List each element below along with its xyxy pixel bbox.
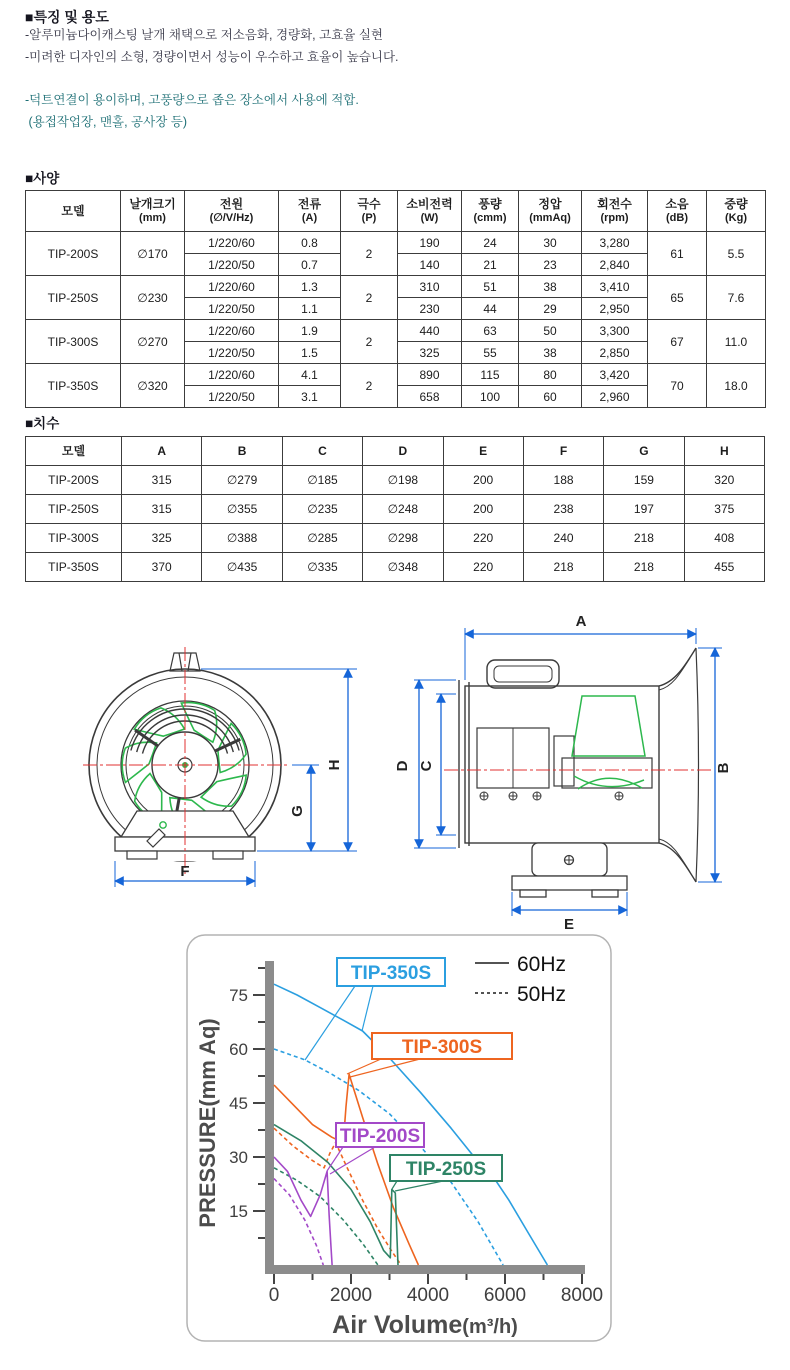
dim-value-cell: ∅388 (202, 524, 282, 553)
spec-flow-cell: 51 (462, 276, 519, 298)
spec-current-cell: 0.7 (279, 254, 341, 276)
spec-blade-cell: ∅170 (121, 232, 185, 276)
fan-base-side (512, 843, 627, 897)
spec-header-cell: 극수 (P) (341, 191, 398, 232)
y-tick-label: 60 (229, 1040, 248, 1059)
spec-rpm-cell: 2,840 (582, 254, 648, 276)
dim-value-cell: 240 (523, 524, 603, 553)
dim-value-cell: ∅279 (202, 466, 282, 495)
x-tick-label: 0 (268, 1285, 280, 1306)
spec-model-cell: TIP-350S (26, 364, 121, 408)
series-label: TIP-300S (401, 1037, 483, 1058)
spec-power-cell: 1/220/60 (185, 276, 279, 298)
dim-model-cell: TIP-350S (26, 553, 122, 582)
spec-flow-cell: 44 (462, 298, 519, 320)
spec-watt-cell: 310 (398, 276, 462, 298)
spec-current-cell: 0.8 (279, 232, 341, 254)
spec-table (25, 190, 766, 408)
spec-header-cell: 전류 (A) (279, 191, 341, 232)
dim-value-cell: 408 (684, 524, 764, 553)
dim-value-cell: 197 (604, 495, 684, 524)
dim-table-header (26, 437, 765, 466)
feature-line-teal: -덕트연결이 용이하며, 고풍량으로 좁은 장소에서 사용에 적합. (25, 93, 359, 107)
dim-value-cell: ∅348 (363, 553, 443, 582)
dim-label-F: F (180, 863, 190, 880)
spec-power-cell: 1/220/60 (185, 232, 279, 254)
dim-value-cell: ∅198 (363, 466, 443, 495)
legend-label: 60Hz (517, 953, 567, 976)
spec-watt-cell: 658 (398, 386, 462, 408)
dim-row (26, 553, 765, 582)
dim-header-cell: D (363, 437, 443, 466)
dim-value-cell: 325 (122, 524, 202, 553)
spec-blade-cell: ∅320 (121, 364, 185, 408)
dim-value-cell: 315 (122, 466, 202, 495)
dim-value-cell: 220 (443, 524, 523, 553)
legend-label: 50Hz (517, 983, 567, 1006)
dim-value-cell: ∅355 (202, 495, 282, 524)
dim-value-cell: 188 (523, 466, 603, 495)
spec-watt-cell: 140 (398, 254, 462, 276)
spec-weight-cell: 5.5 (707, 232, 766, 276)
spec-pressure-cell: 50 (519, 320, 582, 342)
dim-header-cell: 모델 (26, 437, 122, 466)
dim-value-cell: ∅298 (363, 524, 443, 553)
series-label: TIP-250S (405, 1159, 487, 1180)
x-tick-label: 8000 (560, 1285, 604, 1306)
spec-rpm-cell: 3,410 (582, 276, 648, 298)
spec-power-cell: 1/220/50 (185, 298, 279, 320)
feature-line: -알루미늄다이캐스팅 날개 채택으로 저소음화, 경량화, 고효율 실현 (25, 28, 383, 42)
performance-chart (185, 933, 615, 1345)
feature-line-teal: (용접작업장, 맨홀, 공사장 등) (25, 115, 187, 129)
dim-value-cell: 218 (604, 524, 684, 553)
dim-value-cell: 220 (443, 553, 523, 582)
spec-watt-cell: 190 (398, 232, 462, 254)
dim-value-cell: 218 (604, 553, 684, 582)
spec-rpm-cell: 3,420 (582, 364, 648, 386)
features-section (25, 10, 399, 133)
features-title: ■특징 및 용도 (25, 9, 109, 25)
spec-header-cell: 날개크기 (mm) (121, 191, 185, 232)
spec-rpm-cell: 2,950 (582, 298, 648, 320)
dim-label-B: B (715, 762, 732, 774)
spec-rpm-cell: 2,960 (582, 386, 648, 408)
dim-header-cell: B (202, 437, 282, 466)
spec-current-cell: 1.5 (279, 342, 341, 364)
spec-flow-cell: 55 (462, 342, 519, 364)
dim-value-cell: 455 (684, 553, 764, 582)
spec-header-cell: 중량 (Kg) (707, 191, 766, 232)
spec-flow-cell: 63 (462, 320, 519, 342)
dim-value-cell: 238 (523, 495, 603, 524)
spec-power-cell: 1/220/50 (185, 254, 279, 276)
dim-value-cell: ∅248 (363, 495, 443, 524)
series-label: TIP-200S (339, 1126, 421, 1147)
spec-power-cell: 1/220/50 (185, 342, 279, 364)
dimension-table (25, 436, 765, 582)
side-view-drawing (392, 598, 742, 933)
spec-row (26, 276, 766, 298)
dim-label-A: A (575, 613, 587, 630)
spec-pressure-cell: 38 (519, 276, 582, 298)
dim-label-H: H (326, 759, 343, 771)
spec-model-cell: TIP-200S (26, 232, 121, 276)
feature-line: -미려한 디자인의 소형, 경량이면서 성능이 우수하고 효율이 높습니다. (25, 50, 399, 64)
dim-row (26, 466, 765, 495)
spec-weight-cell: 18.0 (707, 364, 766, 408)
bolt-icons (480, 792, 623, 800)
dim-header-cell: F (523, 437, 603, 466)
spec-watt-cell: 440 (398, 320, 462, 342)
spec-current-cell: 4.1 (279, 364, 341, 386)
dim-label-C: C (418, 760, 435, 772)
dim-value-cell: 200 (443, 466, 523, 495)
spec-weight-cell: 11.0 (707, 320, 766, 364)
spec-current-cell: 1.1 (279, 298, 341, 320)
spec-model-cell: TIP-300S (26, 320, 121, 364)
dim-header-cell: H (684, 437, 764, 466)
x-axis-bar (265, 1265, 585, 1274)
dim-label-D: D (394, 760, 411, 772)
dim-model-cell: TIP-200S (26, 466, 122, 495)
dim-label-E: E (563, 916, 575, 933)
bell-mouth (659, 648, 696, 686)
spec-section-title: ■사양 (25, 171, 60, 186)
spec-power-cell: 1/220/60 (185, 320, 279, 342)
spec-pressure-cell: 60 (519, 386, 582, 408)
spec-rpm-cell: 3,300 (582, 320, 648, 342)
spec-flow-cell: 24 (462, 232, 519, 254)
dim-value-cell: 375 (684, 495, 764, 524)
series-label: TIP-350S (350, 963, 432, 984)
spec-pressure-cell: 29 (519, 298, 582, 320)
dim-header-cell: A (122, 437, 202, 466)
dim-value-cell: 218 (523, 553, 603, 582)
spec-header-cell: 전원 (∅/V/Hz) (185, 191, 279, 232)
spec-pressure-cell: 38 (519, 342, 582, 364)
y-tick-label: 15 (229, 1202, 248, 1221)
dim-value-cell: 200 (443, 495, 523, 524)
dim-value-cell: 315 (122, 495, 202, 524)
y-tick-label: 45 (229, 1094, 248, 1113)
dim-label-G: G (289, 805, 306, 817)
spec-noise-cell: 67 (648, 320, 707, 364)
dim-value-cell: 320 (684, 466, 764, 495)
spec-watt-cell: 890 (398, 364, 462, 386)
carry-handle (487, 660, 559, 688)
y-tick-label: 75 (229, 986, 248, 1005)
y-axis-title: PRESSURE(mm Aq) (195, 1018, 220, 1228)
dim-value-cell: ∅235 (282, 495, 362, 524)
dim-model-cell: TIP-300S (26, 524, 122, 553)
dim-row (26, 495, 765, 524)
spec-header-cell: 정압 (mmAq) (519, 191, 582, 232)
spec-watt-cell: 230 (398, 298, 462, 320)
spec-rpm-cell: 3,280 (582, 232, 648, 254)
spec-rpm-cell: 2,850 (582, 342, 648, 364)
x-tick-label: 2000 (329, 1285, 373, 1306)
dim-value-cell: ∅185 (282, 466, 362, 495)
dim-value-cell: ∅435 (202, 553, 282, 582)
spec-row (26, 232, 766, 254)
dim-value-cell: 159 (604, 466, 684, 495)
spec-power-cell: 1/220/60 (185, 364, 279, 386)
spec-current-cell: 3.1 (279, 386, 341, 408)
spec-noise-cell: 70 (648, 364, 707, 408)
dim-value-cell: 370 (122, 553, 202, 582)
spec-blade-cell: ∅270 (121, 320, 185, 364)
dim-value-cell: ∅335 (282, 553, 362, 582)
spec-header-cell: 모델 (26, 191, 121, 232)
x-tick-label: 6000 (483, 1285, 527, 1306)
spec-watt-cell: 325 (398, 342, 462, 364)
spec-row (26, 364, 766, 386)
spec-table-header (26, 191, 766, 232)
spec-pressure-cell: 30 (519, 232, 582, 254)
spec-poles-cell: 2 (341, 276, 398, 320)
spec-weight-cell: 7.6 (707, 276, 766, 320)
spec-blade-cell: ∅230 (121, 276, 185, 320)
x-axis-title: Air Volume(m³/h) (332, 1311, 518, 1339)
dim-table-body (26, 466, 765, 582)
spec-header-cell: 풍량 (cmm) (462, 191, 519, 232)
dim-section-title: ■치수 (25, 416, 60, 431)
dim-header-cell: G (604, 437, 684, 466)
spec-header-cell: 회전수 (rpm) (582, 191, 648, 232)
dim-header-cell: E (443, 437, 523, 466)
y-tick-label: 30 (229, 1148, 248, 1167)
spec-flow-cell: 21 (462, 254, 519, 276)
spec-pressure-cell: 23 (519, 254, 582, 276)
spec-noise-cell: 65 (648, 276, 707, 320)
spec-poles-cell: 2 (341, 320, 398, 364)
dim-row (26, 524, 765, 553)
impeller-green (572, 696, 645, 789)
spec-model-cell: TIP-250S (26, 276, 121, 320)
spec-flow-cell: 100 (462, 386, 519, 408)
dim-model-cell: TIP-250S (26, 495, 122, 524)
spec-poles-cell: 2 (341, 364, 398, 408)
dim-header-cell: C (282, 437, 362, 466)
spec-poles-cell: 2 (341, 232, 398, 276)
front-view-drawing (55, 625, 385, 920)
x-tick-label: 4000 (406, 1285, 450, 1306)
spec-table-body (26, 232, 766, 408)
spec-header-cell: 소비전력 (W) (398, 191, 462, 232)
spec-current-cell: 1.9 (279, 320, 341, 342)
spec-header-cell: 소음 (dB) (648, 191, 707, 232)
spec-flow-cell: 115 (462, 364, 519, 386)
spec-power-cell: 1/220/50 (185, 386, 279, 408)
spec-current-cell: 1.3 (279, 276, 341, 298)
spec-noise-cell: 61 (648, 232, 707, 276)
spec-row (26, 320, 766, 342)
y-axis-bar (265, 961, 274, 1274)
spec-pressure-cell: 80 (519, 364, 582, 386)
dim-value-cell: ∅285 (282, 524, 362, 553)
